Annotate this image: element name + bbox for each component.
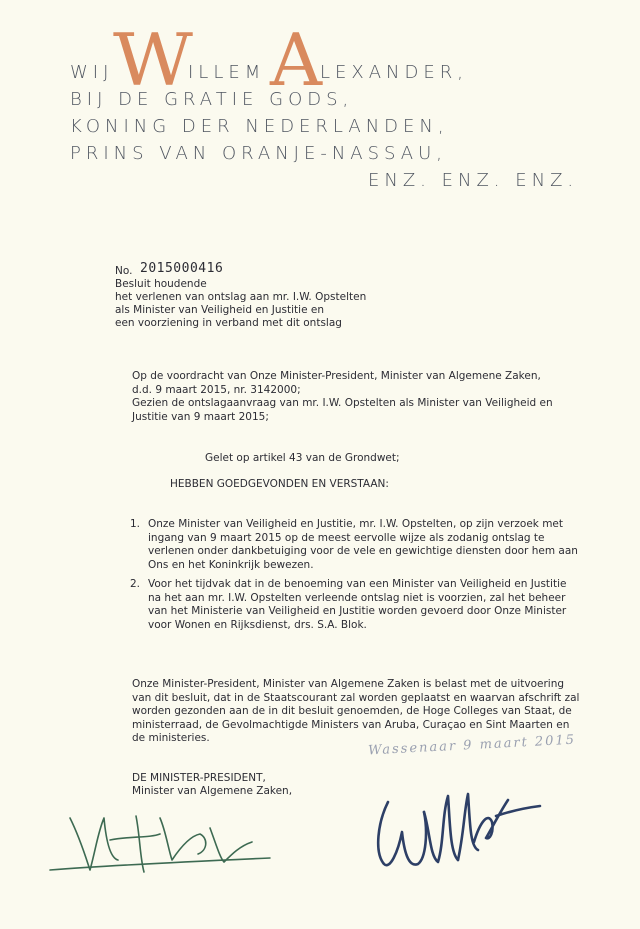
royal-initial-a: A <box>270 18 322 102</box>
royal-willem-rest: ILLEM <box>188 62 266 83</box>
preamble-line: d.d. 9 maart 2015, nr. 3142000; <box>132 383 301 396</box>
royal-heading <box>0 0 640 200</box>
closing-line: Onze Minister-President, Minister van Algemene Zaken is belast met de uitvoering <box>132 678 565 690</box>
closing-line: ministerraad, de Gevolmachtigde Ministers van Aruba, Curaçao en Sint Maarten en <box>132 718 570 731</box>
subject-line: Besluit houdende <box>115 278 207 290</box>
decree-articles <box>130 518 578 638</box>
king-signature <box>368 772 548 882</box>
article-number: 2. <box>130 578 141 590</box>
article-line: Voor het tijdvak dat in de benoeming van een Minister van Veiligheid en Justitie <box>148 578 567 590</box>
preamble-line: Op de voordracht van Onze Minister-President, Minister van Algemene Zaken, <box>132 370 541 382</box>
closing-line: de ministeries. <box>132 732 210 744</box>
minister-president-signature <box>40 788 280 888</box>
royal-line-grace: BIJ DE GRATIE GODS, <box>70 89 354 110</box>
article-1 <box>130 518 578 572</box>
royal-wij: WIJ <box>70 62 114 83</box>
article-line: van het Ministerie van Veiligheid en Justitie worden gevoerd door Onze Minister <box>148 605 567 617</box>
royal-line-enz: ENZ. ENZ. ENZ. <box>368 170 579 191</box>
closing-line: van dit besluit, dat in de Staatscourant zal worden geplaatst en waarvan afschrift zal <box>132 691 580 704</box>
decree-subject <box>115 278 366 330</box>
decision-heading: HEBBEN GOEDGEVONDEN EN VERSTAAN: <box>170 478 389 490</box>
preamble-line: Gezien de ontslagaanvraag van mr. I.W. Opstelten als Minister van Veiligheid en <box>132 397 553 409</box>
article-line: Onze Minister van Veiligheid en Justitie, mr. I.W. Opstelten, op zijn verzoek met <box>148 518 563 530</box>
royal-line-prince: PRINS VAN ORANJE-NASSAU, <box>70 143 448 164</box>
royal-initial-w: W <box>113 18 193 102</box>
legal-basis: Gelet op artikel 43 van de Grondwet; <box>205 452 400 464</box>
article-line: verlenen onder dankbetuiging voor de vele en gewichtige diensten door hem aan <box>148 545 578 557</box>
article-line: na het aan mr. I.W. Opstelten verleende ontslag niet is voorzien, zal het beheer <box>148 591 566 604</box>
closing-line: worden gezonden aan de in dit besluit genoemden, de Hoge Colleges van Staat, de <box>132 705 572 717</box>
royal-alexander-rest: LEXANDER, <box>320 62 468 83</box>
subject-line: een voorziening in verband met dit ontslag <box>115 317 342 329</box>
minister-portfolio: Minister van Algemene Zaken, <box>132 785 293 797</box>
decree-number-label: No. <box>115 265 133 277</box>
article-line: voor Wonen en Rijksdienst, drs. S.A. Blok. <box>148 618 367 631</box>
preamble <box>132 370 553 424</box>
royal-line-king: KONING DER NEDERLANDEN, <box>70 116 449 137</box>
subject-line: het verlenen van ontslag aan mr. I.W. Opstelten <box>115 291 367 303</box>
decree-number: 2015000416 <box>140 261 224 276</box>
article-2 <box>130 578 570 632</box>
subject-line: als Minister van Veiligheid en Justitie en <box>115 304 324 316</box>
minister-title: DE MINISTER-PRESIDENT, <box>132 772 266 784</box>
article-line: ingang van 9 maart 2015 op de meest eervolle wijze als zodanig ontslag te <box>148 531 545 544</box>
article-line: Ons en het Koninkrijk bewezen. <box>148 558 314 571</box>
handwritten-place-date: Wassenaar 9 maart 2015 <box>367 732 577 759</box>
preamble-line: Justitie van 9 maart 2015; <box>132 410 269 423</box>
article-number: 1. <box>130 518 141 530</box>
